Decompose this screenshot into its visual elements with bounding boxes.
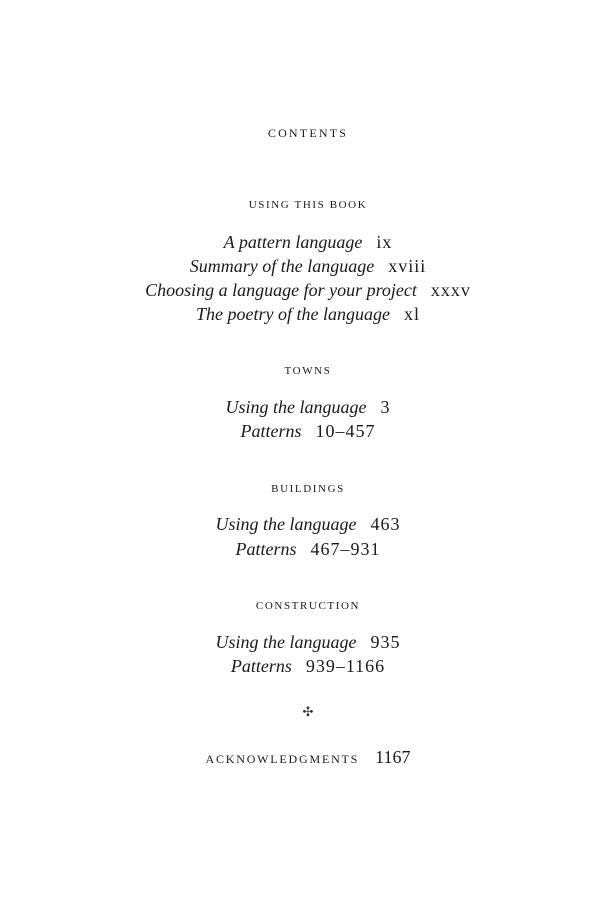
- toc-entry-title: Patterns: [235, 539, 297, 559]
- toc-entry-page: 10–457: [315, 421, 376, 441]
- toc-entry[interactable]: [0, 257, 616, 275]
- toc-entry-page: xl: [403, 304, 420, 324]
- toc-entry[interactable]: [0, 305, 616, 323]
- toc-entry[interactable]: [0, 657, 616, 675]
- toc-entry-page: xviii: [388, 256, 427, 276]
- toc-entry[interactable]: [0, 422, 616, 440]
- section-title-construction: CONSTRUCTION: [255, 600, 361, 612]
- toc-entry[interactable]: [0, 633, 616, 651]
- ornament-icon: ✣: [302, 705, 314, 720]
- toc-entry-title: Patterns: [240, 421, 302, 441]
- contents-heading: CONTENTS: [267, 126, 349, 140]
- section-title-using-this-book: USING THIS BOOK: [248, 199, 368, 211]
- acknowledgments-title: ACKNOWLEDGMENTS: [205, 752, 360, 766]
- toc-entry[interactable]: [0, 540, 616, 558]
- acknowledgments-page: 1167: [375, 747, 411, 767]
- toc-entry-title: Patterns: [230, 656, 292, 676]
- toc-entry-page: 935: [370, 632, 401, 652]
- toc-entry-title: Choosing a language for your project: [145, 280, 417, 300]
- toc-entry-title: Summary of the language: [189, 256, 375, 276]
- toc-entry-title: The poetry of the language: [196, 304, 390, 324]
- toc-entry-page: 467–931: [310, 539, 381, 559]
- toc-entry[interactable]: [0, 398, 616, 416]
- toc-entry-page: 3: [380, 397, 391, 417]
- toc-entry-page: ix: [376, 232, 393, 252]
- toc-entry-title: A pattern language: [223, 232, 363, 252]
- section-title-towns: TOWNS: [284, 365, 332, 377]
- toc-entry-title: Using the language: [225, 397, 367, 417]
- toc-entry[interactable]: [0, 515, 616, 533]
- toc-entry-acknowledgments[interactable]: [0, 748, 616, 766]
- toc-entry-title: Using the language: [215, 514, 357, 534]
- toc-entry-title: Using the language: [215, 632, 357, 652]
- section-title-buildings: BUILDINGS: [271, 483, 345, 495]
- toc-entry-page: xxxv: [430, 280, 471, 300]
- toc-entry[interactable]: [0, 233, 616, 251]
- toc-entry-page: 463: [370, 514, 401, 534]
- toc-entry-page: 939–1166: [305, 656, 386, 676]
- toc-entry[interactable]: [0, 281, 616, 299]
